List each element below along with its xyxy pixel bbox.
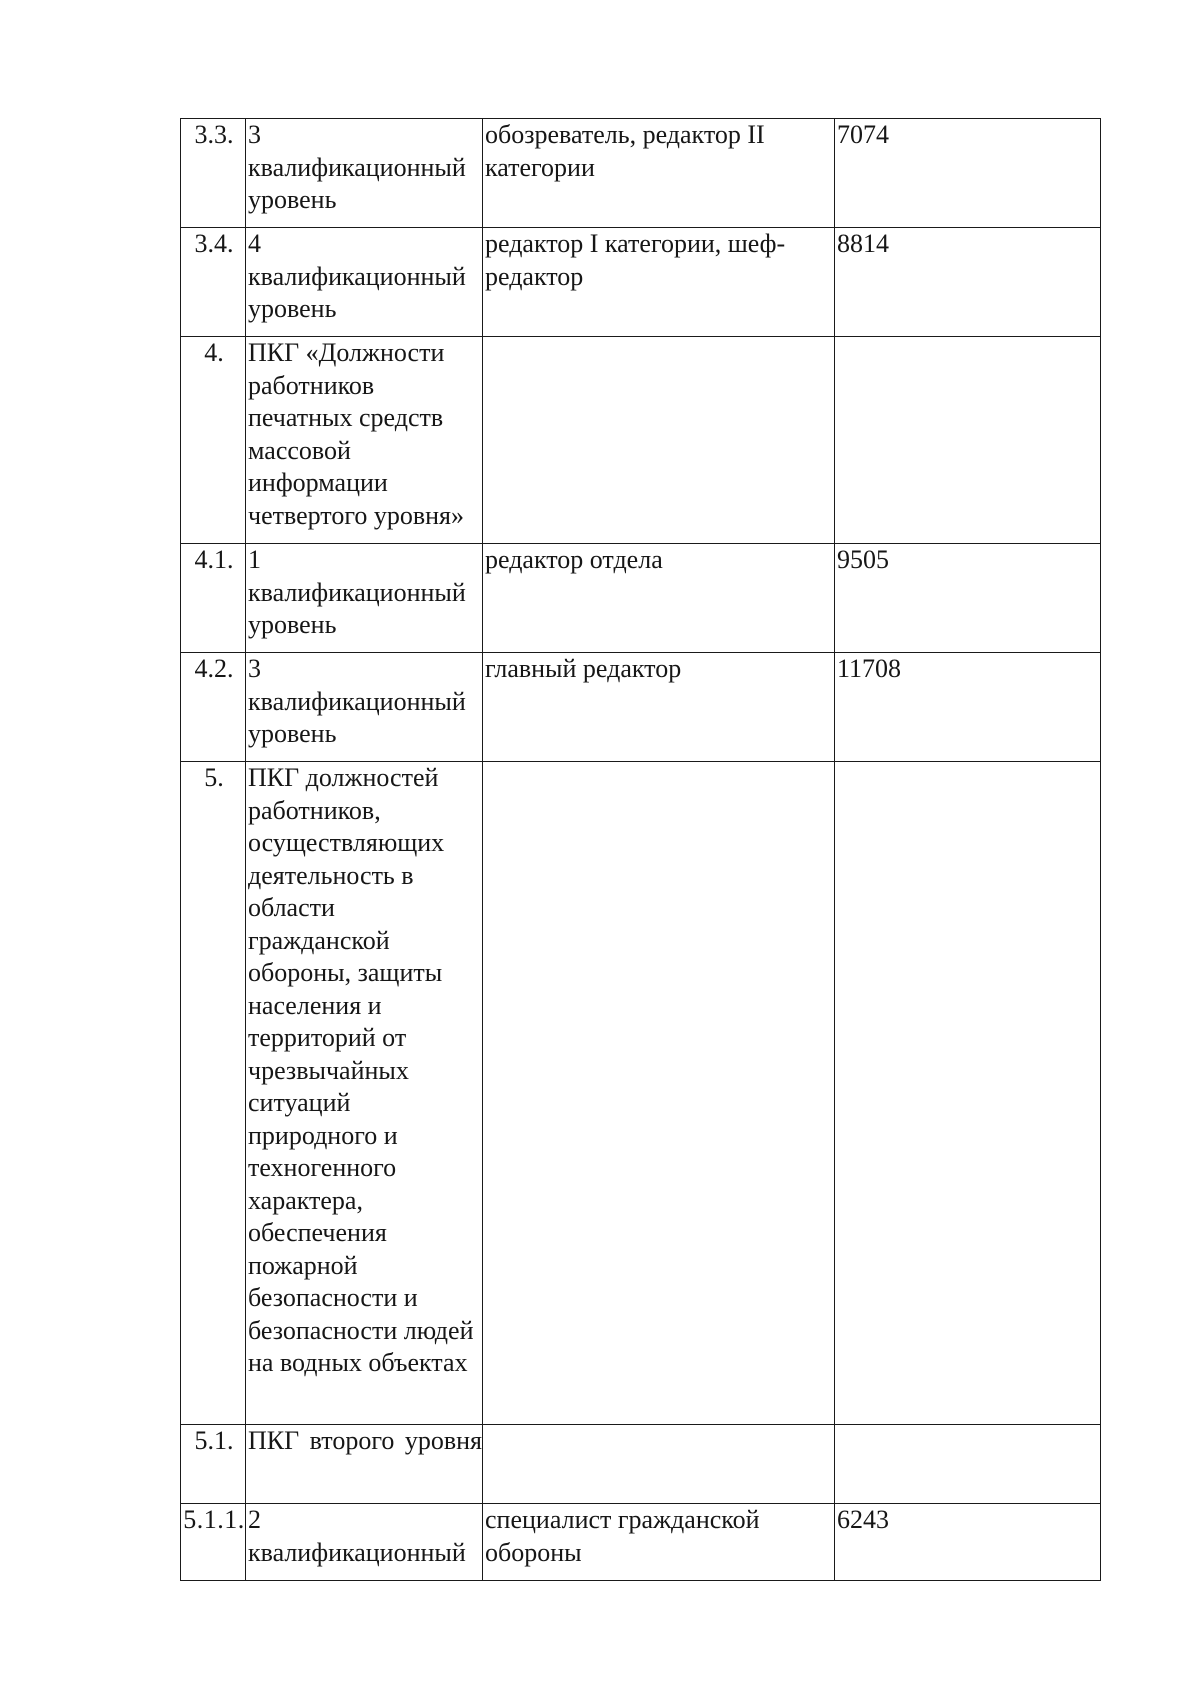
position-title: обозреватель, редактор II категории [483,119,835,228]
row-number: 5.1.1. [181,1504,246,1581]
position-title: редактор отдела [483,544,835,653]
salary-value [835,337,1101,544]
salary-value: 7074 [835,119,1101,228]
table-row [181,653,1101,762]
position-title [483,337,835,544]
table-row [181,544,1101,653]
qualification-level-text: 1 квалификационный уровень [248,545,466,639]
table-row-subgroup [181,1425,1101,1504]
qualification-level-text: 3 квалификационный уровень [248,120,466,214]
row-number: 4. [181,337,246,544]
position-title: главный редактор [483,653,835,762]
salary-table [180,118,1101,1581]
position-title: редактор I категории, шеф-редактор [483,228,835,337]
professional-group-text: ПКГ «Должности работников печатных средств массовой информации четвертого уровня» [248,338,464,530]
table-row-group-header [181,337,1101,544]
professional-group-text: ПКГ должностей работников, осуществляющих деятельность в области гражданской обороны, защиты населения и территорий от чрезвычайных ситуаций природного и техногенного характера, обеспечения пожарной безопасности и безопасности людей на водных объектах [248,763,474,1377]
position-title [483,762,835,1425]
qualification-level [246,653,483,762]
qualification-level-text: 2 квалификационный [248,1505,466,1567]
row-number: 4.2. [181,653,246,762]
salary-value: 8814 [835,228,1101,337]
qualification-level-text: 3 квалификационный уровень [248,654,466,748]
salary-value [835,762,1101,1425]
salary-value: 11708 [835,653,1101,762]
qualification-level [246,119,483,228]
position-title: специалист гражданской обороны [483,1504,835,1581]
qualification-level [246,544,483,653]
table-row [181,1504,1101,1581]
row-number: 3.4. [181,228,246,337]
qualification-level [246,228,483,337]
salary-value: 6243 [835,1504,1101,1581]
table-row-group-header [181,762,1101,1425]
professional-group-name [246,762,483,1425]
table-row [181,228,1101,337]
qualification-level-text: 4 квалификационный уровень [248,229,466,323]
row-number: 4.1. [181,544,246,653]
position-title [483,1425,835,1504]
qualification-level [246,1504,483,1581]
table-row [181,119,1101,228]
professional-group-text: ПКГ второго уровня [248,1426,482,1455]
professional-group-name [246,337,483,544]
row-number: 5. [181,762,246,1425]
professional-group-name [246,1425,483,1504]
row-number: 5.1. [181,1425,246,1504]
salary-value: 9505 [835,544,1101,653]
salary-value [835,1425,1101,1504]
row-number: 3.3. [181,119,246,228]
